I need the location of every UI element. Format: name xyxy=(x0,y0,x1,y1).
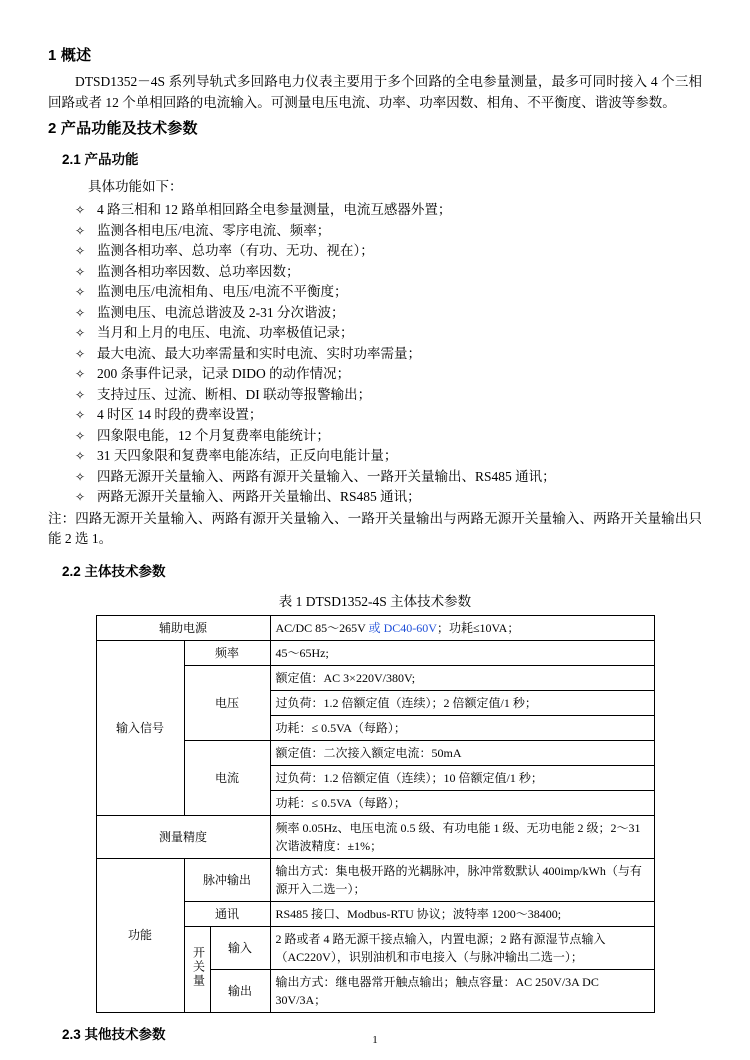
function-label-text: 功能 xyxy=(127,928,152,942)
list-item xyxy=(75,241,702,262)
do-label-text: 输出 xyxy=(227,983,252,998)
list-item xyxy=(75,426,702,447)
list-item-text: 200 条事件记录，记录 DIDO 的动作情况； xyxy=(97,366,351,381)
input-signal-label-text: 输入信号 xyxy=(115,720,164,735)
accuracy-label-text: 测量精度 xyxy=(158,829,207,844)
diamond-bullet-icon: ✧ xyxy=(75,285,86,299)
list-item-text: 监测电压、电流总谐波及 2-31 分次谐波； xyxy=(97,304,345,320)
list-item xyxy=(75,282,702,303)
diamond-bullet-icon: ✧ xyxy=(75,469,86,484)
aux-power-value-b: ；功耗≤10VA； xyxy=(436,620,520,635)
section-heading-features: 2 产品功能及技术参数 xyxy=(48,120,198,137)
cell-comm-label xyxy=(184,901,270,926)
cell-voltage-overload: 过负荷：1.2 倍额定值（连续）；2 倍额定值/1 秒； xyxy=(270,690,654,715)
cell-di-value: 2 路或者 4 路无源干接点输入，内置电源；2 路有源湿节点输入（AC220V），识别油机和市电接入（与脉冲输出二选一）； xyxy=(270,926,654,969)
pulse-label-text: 脉冲输出 xyxy=(202,872,251,887)
list-item xyxy=(75,446,702,467)
cell-frequency-label xyxy=(184,640,270,665)
page-number: 1 xyxy=(372,1034,378,1046)
cell-pulse-label xyxy=(184,858,270,901)
features-note: 注：四路无源开关量输入、两路有源开关量输入、一路开关量输出与两路无源开关量输入、两路开关量输出只能 2 选 1。 xyxy=(48,510,702,546)
frequency-label-text: 频率 xyxy=(214,645,239,660)
list-item xyxy=(75,221,702,242)
comm-label-text: 通讯 xyxy=(214,906,239,921)
subsection-heading-product-functions: 2.1 产品功能 xyxy=(62,152,139,167)
cell-input-signal-label xyxy=(96,640,184,815)
spec-table xyxy=(96,615,655,1013)
cell-current-power: 功耗：≤ 0.5VA（每路）； xyxy=(270,790,654,815)
aux-power-value-highlight: 或 DC40-60V xyxy=(368,620,437,635)
table-row xyxy=(96,858,654,901)
diamond-bullet-icon: ✧ xyxy=(75,387,86,402)
diamond-bullet-icon: ✧ xyxy=(75,244,86,258)
list-item xyxy=(75,262,702,283)
diamond-bullet-icon: ✧ xyxy=(75,223,86,238)
diamond-bullet-icon: ✧ xyxy=(75,367,86,381)
cell-do-label xyxy=(210,969,270,1012)
diamond-bullet-icon: ✧ xyxy=(75,449,86,463)
di-label-text: 输入 xyxy=(227,940,252,955)
diamond-bullet-icon: ✧ xyxy=(75,428,86,443)
features-intro: 具体功能如下： xyxy=(88,179,183,194)
list-item xyxy=(75,467,702,488)
aux-power-label-text: 辅助电源 xyxy=(158,620,207,635)
cell-pulse-value: 输出方式：集电极开路的光耦脉冲，脉冲常数默认 400imp/kWh（与有源开入二选一）； xyxy=(270,858,654,901)
feature-list xyxy=(48,200,702,508)
list-item-text: 支持过压、过流、断相、DI 联动等报警输出； xyxy=(97,386,372,402)
table-caption: 表 1 DTSD1352-4S 主体技术参数 xyxy=(278,593,472,609)
cell-aux-power-value xyxy=(270,615,654,640)
cell-di-label xyxy=(210,926,270,969)
diamond-bullet-icon: ✧ xyxy=(75,305,86,320)
list-item-text: 监测各相电压/电流、零序电流、频率； xyxy=(97,222,331,238)
list-item-text: 最大电流、最大功率需量和实时电流、实时功率需量； xyxy=(97,345,421,361)
list-item xyxy=(75,487,702,508)
diamond-bullet-icon: ✧ xyxy=(75,203,86,217)
cell-do-value: 输出方式：继电器常开触点输出；触点容量：AC 250V/3A DC 30V/3A； xyxy=(270,969,654,1012)
list-item-text: 四路无源开关量输入、两路有源开关量输入、一路开关量输出、RS485 通讯； xyxy=(97,468,556,484)
cell-switch-label xyxy=(184,926,210,1012)
overview-paragraph: DTSD1352－4S 系列导轨式多回路电力仪表主要用于多个回路的全电参量测量，最多可同时接入 4 个三相回路或者 12 个单相回路的电流输入。可测量电压电流、功率、功率因数、相角、不平衡度、谐波等参数。 xyxy=(48,74,702,110)
table-row xyxy=(96,640,654,665)
table-row xyxy=(96,615,654,640)
diamond-bullet-icon: ✧ xyxy=(75,326,86,340)
cell-accuracy-value: 频率 0.05Hz、电压电流 0.5 级、有功电能 1 级、无功电能 2 级；2～31 次谐波精度：±1%； xyxy=(270,815,654,858)
list-item-text: 监测电压/电流相角、电压/电流不平衡度； xyxy=(97,284,348,299)
cell-function-label xyxy=(96,858,184,1012)
cell-current-overload: 过负荷：1.2 倍额定值（连续）；10 倍额定值/1 秒； xyxy=(270,765,654,790)
diamond-bullet-icon: ✧ xyxy=(75,490,86,504)
list-item-text: 4 路三相和 12 路单相回路全电参量测量，电流互感器外置； xyxy=(97,202,452,217)
diamond-bullet-icon: ✧ xyxy=(75,346,86,361)
cell-current-rated: 额定值：二次接入额定电流：50mA xyxy=(270,740,654,765)
list-item xyxy=(75,405,702,426)
cell-voltage-rated: 额定值：AC 3×220V/380V; xyxy=(270,665,654,690)
cell-current-label xyxy=(184,740,270,815)
list-item xyxy=(75,385,702,406)
list-item xyxy=(75,323,702,344)
list-item xyxy=(75,344,702,365)
cell-comm-value: RS485 接口、Modbus-RTU 协议；波特率 1200～38400; xyxy=(270,901,654,926)
current-label-text: 电流 xyxy=(214,770,239,785)
cell-accuracy-label xyxy=(96,815,270,858)
cell-voltage-power: 功耗：≤ 0.5VA（每路）； xyxy=(270,715,654,740)
subsection-heading-main-specs: 2.2 主体技术参数 xyxy=(62,563,166,579)
list-item-text: 监测各相功率、总功率（有功、无功、视在）； xyxy=(97,243,374,258)
list-item-text: 四象限电能，12 个月复费率电能统计； xyxy=(97,427,330,443)
list-item xyxy=(75,200,702,221)
cell-aux-power-label xyxy=(96,615,270,640)
list-item xyxy=(75,364,702,385)
list-item-text: 当月和上月的电压、电流、功率极值记录； xyxy=(97,325,354,340)
diamond-bullet-icon: ✧ xyxy=(75,264,86,279)
section-heading-overview: 1 概述 xyxy=(48,47,92,64)
list-item-text: 监测各相功率因数、总功率因数； xyxy=(97,263,300,279)
switch-label-text: 开关量 xyxy=(191,945,206,988)
table-row xyxy=(96,815,654,858)
subsection-heading-other-specs: 2.3 其他技术参数 xyxy=(62,1026,166,1042)
list-item-text: 两路无源开关量输入、两路开关量输出、RS485 通讯； xyxy=(97,489,421,504)
voltage-label-text: 电压 xyxy=(214,695,239,710)
cell-frequency-value: 45～65Hz; xyxy=(270,640,654,665)
aux-power-value-a: AC/DC 85～265V xyxy=(275,620,369,635)
list-item-text: 4 时区 14 时段的费率设置； xyxy=(97,407,263,422)
list-item-text: 31 天四象限和复费率电能冻结，正反向电能计量； xyxy=(97,448,398,463)
diamond-bullet-icon: ✧ xyxy=(75,408,86,422)
list-item xyxy=(75,303,702,324)
cell-voltage-label xyxy=(184,665,270,740)
